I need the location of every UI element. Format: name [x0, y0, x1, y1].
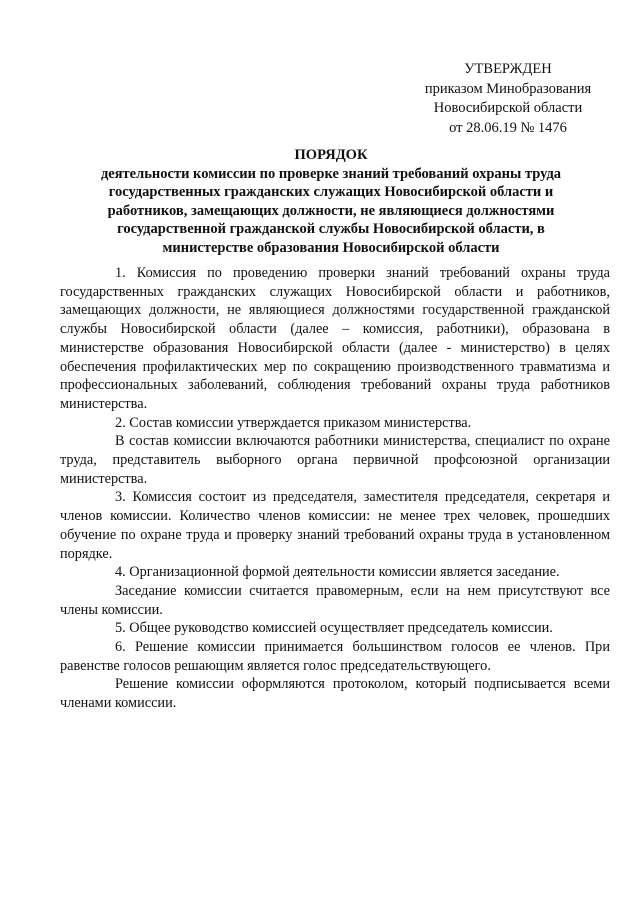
paragraph-4-quorum: Заседание комиссии считается правомерным, если на нем присутствуют все члены комиссии.: [60, 582, 610, 618]
approval-line-order: приказом Минобразования: [424, 80, 592, 97]
title-heading: ПОРЯДОК: [294, 147, 368, 163]
approval-line-region: Новосибирской области: [433, 100, 583, 116]
title-line: министерстве образования Новосибирской области: [162, 239, 500, 256]
title-line: государственных гражданских служащих Новосибирской области и: [108, 184, 554, 201]
approval-line-approved: УТВЕРЖДЕН: [464, 61, 552, 77]
title-line: государственной гражданской службы Новосибирской области, в: [117, 221, 545, 238]
approval-line-date-number: от 28.06.19 № 1476: [449, 119, 567, 136]
paragraph-2: 2. Состав комиссии утверждается приказом министерства.: [115, 414, 472, 431]
paragraph-4: 4. Организационной формой деятельности комиссии является заседание.: [115, 564, 560, 581]
paragraph-2-members: В состав комиссии включаются работники министерства, специалист по охране труда, представитель выборного органа первичной профсоюзной организации министерства.: [60, 433, 610, 487]
paragraph-6: 6. Решение комиссии принимается большинством голосов ее членов. При равенстве голосов решающим является голос председательствующего.: [60, 639, 610, 674]
document-title: [60, 146, 602, 258]
paragraph-5: 5. Общее руководство комиссией осуществляет председатель комиссии.: [115, 620, 553, 637]
title-line: работников, замещающих должности, не являющиеся должностями: [107, 202, 555, 219]
approval-stamp: [412, 60, 604, 138]
document-body: [60, 264, 610, 713]
paragraph-3: 3. Комиссия состоит из председателя, заместителя председателя, секретаря и членов комиссии. Количество членов комиссии: не менее трех человек, прошедших обучение по охране труда и проверку знаний требований охраны труда в установленном порядке.: [60, 489, 610, 562]
title-line: деятельности комиссии по проверке знаний требований охраны труда: [100, 165, 562, 182]
paragraph-6-protocol: Решение комиссии оформляются протоколом, который подписывается всеми членами комиссии.: [60, 676, 610, 712]
paragraph-1: 1. Комиссия по проведению проверки знаний требований охраны труда государственных гражданских служащих Новосибирской области и работников, замещающих должности, не являющиеся должностями государственной гражданской службы Новосибирской области (далее – комиссия, работники), образована в министерстве образования Новосибирской области (далее - министерство) в целях обеспечения профилактических мер по сокращению производственного травматизма и профессиональных заболеваний, соблюдения требований охраны труда работников министерства.: [60, 265, 610, 412]
